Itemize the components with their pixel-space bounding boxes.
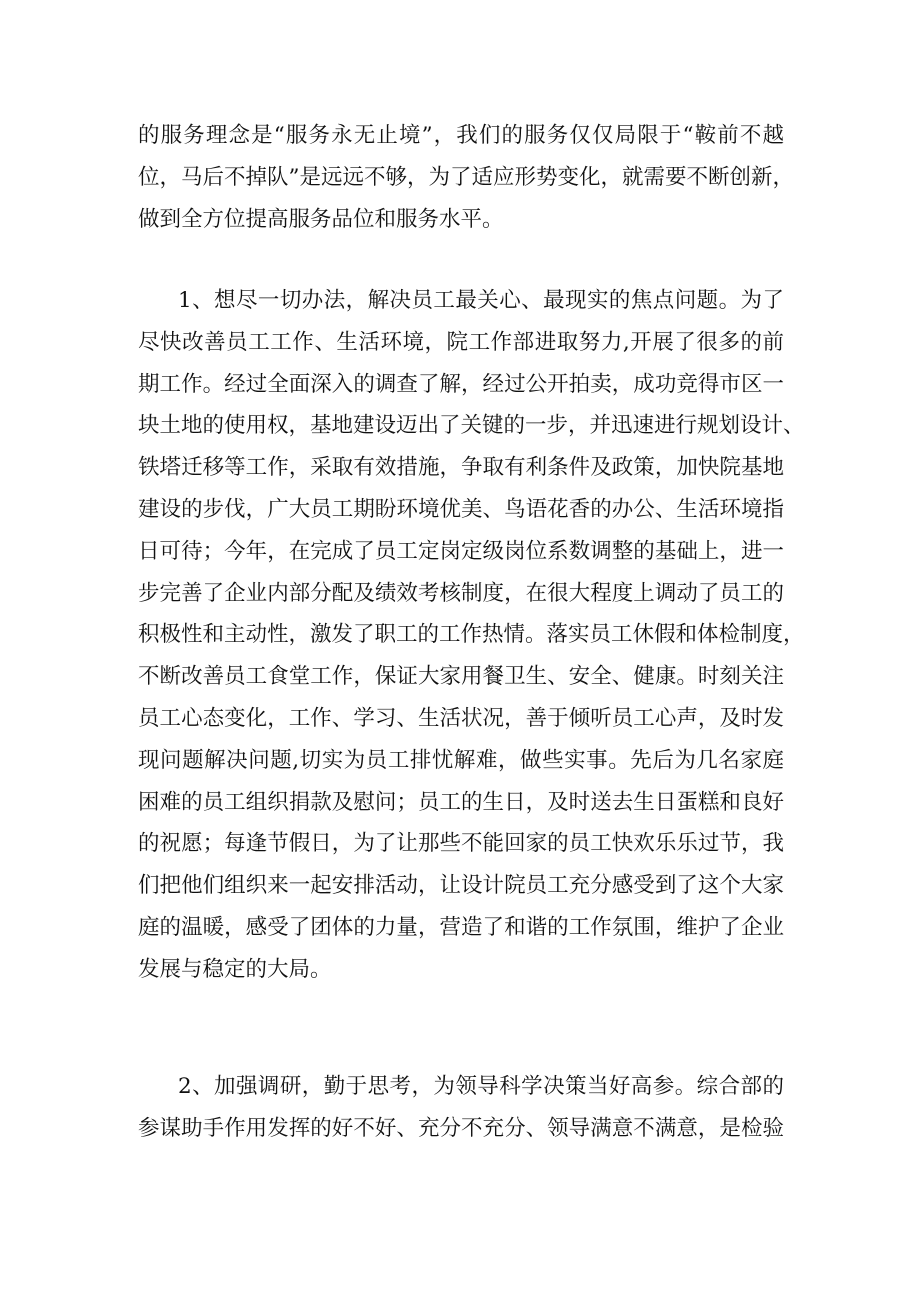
text-line: 步完善了企业内部分配及绩效考核制度，在很大程度上调动了员工的 (138, 580, 784, 606)
text-line: 尽快改善员工工作、生活环境，院工作部进取努力,开展了很多的前 (138, 329, 784, 355)
text-line: 困难的员工组织捐款及慰问；员工的生日，及时送去生日蛋糕和良好 (138, 789, 784, 815)
paragraph-service-concept (138, 115, 794, 240)
text-line: 做到全方位提高服务品位和服务水平。 (138, 206, 504, 232)
paragraph-item-2 (138, 1066, 784, 1150)
text-line: 积极性和主动性，激发了职工的工作热情。落实员工休假和体检制度， (138, 622, 805, 648)
text-line: 期工作。经过全面深入的调查了解，经过公开拍卖，成功竞得市区一 (138, 371, 784, 397)
text-line: 位，马后不掉队”是远远不够，为了适应形势变化，就需要不断创新， (138, 164, 794, 190)
text-line: 不断改善员工食堂工作，保证大家用餐卫生、安全、健康。时刻关注 (138, 664, 784, 690)
text-line: 们把他们组织来一起安排活动，让设计院员工充分感受到了这个大家 (138, 873, 784, 899)
text-line: 庭的温暖，感受了团体的力量，营造了和谐的工作氛围，维护了企业 (138, 914, 784, 940)
text-line: 发展与稳定的大局。 (138, 956, 332, 982)
text-line: 1、想尽一切办法，解决员工最关心、最现实的焦点问题。为了 (178, 288, 784, 313)
paragraph-item-1 (138, 280, 805, 991)
text-line: 的祝愿；每逢节假日，为了让那些不能回家的员工快欢乐乐过节，我 (138, 831, 784, 857)
text-line: 员工心态变化，工作、学习、生活状况，善于倾听员工心声，及时发 (138, 705, 784, 731)
text-line: 建设的步伐，广大员工期盼环境优美、鸟语花香的办公、生活环境指 (138, 496, 784, 522)
text-line: 现问题解决问题,切实为员工排忧解难，做些实事。先后为几名家庭 (138, 747, 784, 773)
text-line: 的服务理念是“服务永无止境”，我们的服务仅仅局限于“鞍前不越 (138, 123, 784, 148)
text-line: 参谋助手作用发挥的好不好、充分不充分、领导满意不满意，是检验 (138, 1115, 784, 1141)
text-line: 铁塔迁移等工作，采取有效措施，争取有利条件及政策，加快院基地 (138, 455, 784, 481)
text-line: 2、加强调研，勤于思考，为领导科学决策当好高参。综合部的 (178, 1074, 784, 1099)
text-line: 日可待；今年，在完成了员工定岗定级岗位系数调整的基础上，进一 (138, 538, 784, 564)
text-line: 块土地的使用权，基地建设迈出了关键的一步，并迅速进行规划设计、 (138, 413, 805, 439)
